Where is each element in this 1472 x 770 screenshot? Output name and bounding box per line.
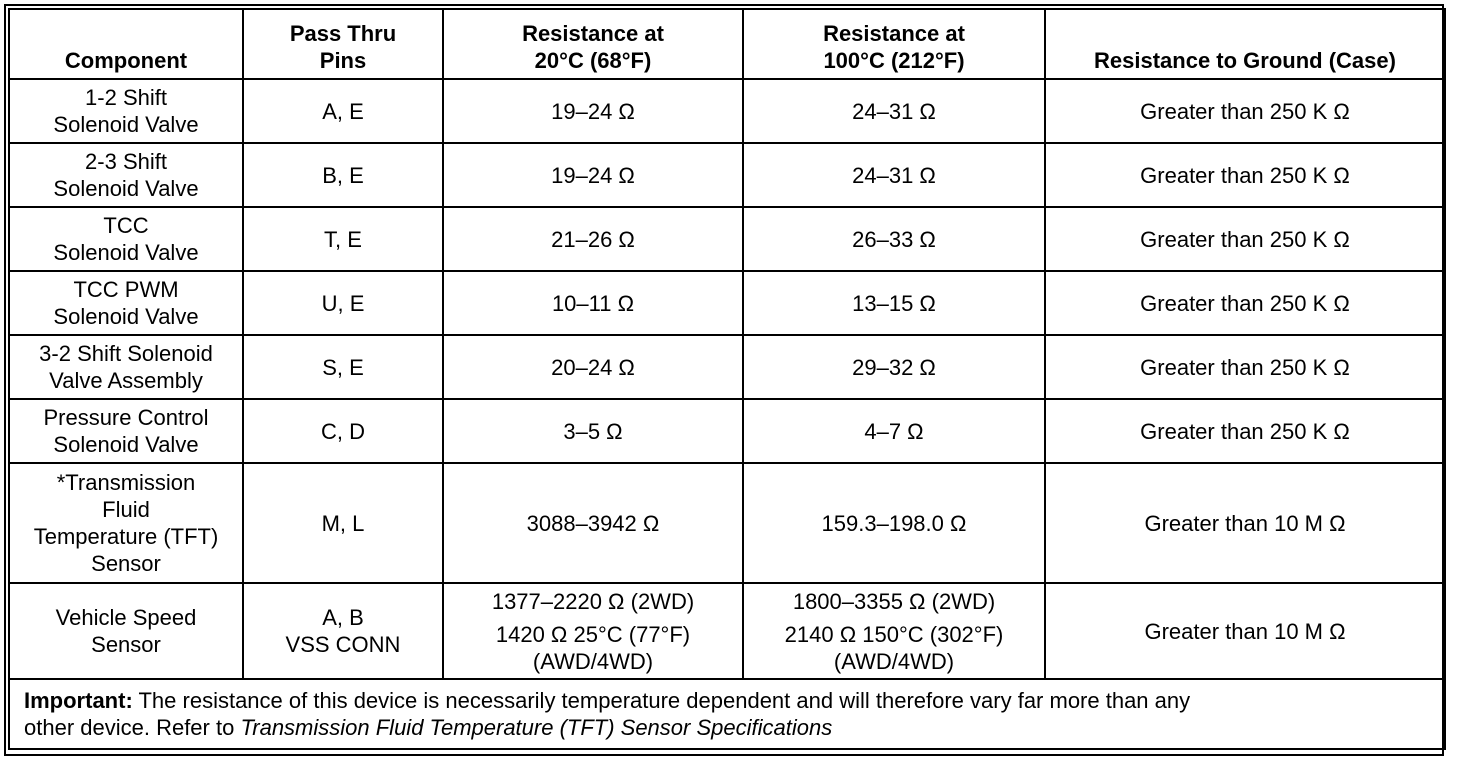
resistance-ground-cell: Greater than 250 K Ω — [1045, 207, 1445, 271]
pins-cell: B, E — [243, 143, 443, 207]
note-lead: Important: — [24, 688, 133, 713]
resistance-100c-cell: 1800–3355 Ω (2WD) 2140 Ω 150°C (302°F) (AWD/4WD) — [743, 583, 1045, 679]
resistance-100c-cell: 159.3–198.0 Ω — [743, 463, 1045, 583]
resistance-ground-cell: Greater than 250 K Ω — [1045, 335, 1445, 399]
resistance-100c-cell: 26–33 Ω — [743, 207, 1045, 271]
resistance-ground-cell: Greater than 10 M Ω — [1045, 463, 1445, 583]
pins-cell: T, E — [243, 207, 443, 271]
pins-cell: U, E — [243, 271, 443, 335]
component-cell: *Transmission Fluid Temperature (TFT) Sensor — [9, 463, 243, 583]
component-cell: 3-2 Shift Solenoid Valve Assembly — [9, 335, 243, 399]
component-cell: Vehicle Speed Sensor — [9, 583, 243, 679]
resistance-ground-cell: Greater than 250 K Ω — [1045, 79, 1445, 143]
table-row — [9, 399, 1445, 463]
component-cell: Pressure Control Solenoid Valve — [9, 399, 243, 463]
pins-cell: M, L — [243, 463, 443, 583]
table-row-vehicle-speed-sensor — [9, 583, 1445, 679]
resistance-100c-cell: 4–7 Ω — [743, 399, 1045, 463]
resistance-20c-cell: 20–24 Ω — [443, 335, 743, 399]
resistance-ground-cell: Greater than 250 K Ω — [1045, 271, 1445, 335]
table-row — [9, 207, 1445, 271]
table-row — [9, 143, 1445, 207]
pins-cell: S, E — [243, 335, 443, 399]
header-component: Component — [9, 9, 243, 79]
note-text-continued: other device. Refer to — [24, 715, 241, 740]
important-note — [9, 679, 1445, 749]
resistance-20c-cell: 19–24 Ω — [443, 143, 743, 207]
header-resistance-ground: Resistance to Ground (Case) — [1045, 9, 1445, 79]
resistance-100c-cell: 24–31 Ω — [743, 79, 1045, 143]
component-cell: 1-2 Shift Solenoid Valve — [9, 79, 243, 143]
solenoid-resistance-table — [8, 8, 1446, 750]
note-row — [9, 679, 1445, 749]
table-row — [9, 271, 1445, 335]
table-row — [9, 79, 1445, 143]
pins-cell: A, B VSS CONN — [243, 583, 443, 679]
resistance-20c-cell: 3–5 Ω — [443, 399, 743, 463]
note-reference: Transmission Fluid Temperature (TFT) Sensor Specifications — [240, 715, 833, 740]
table-row — [9, 335, 1445, 399]
table-row-tft-sensor — [9, 463, 1445, 583]
header-pins: Pass Thru Pins — [243, 9, 443, 79]
header-resistance-100c: Resistance at 100°C (212°F) — [743, 9, 1045, 79]
resistance-100c-cell: 29–32 Ω — [743, 335, 1045, 399]
header-resistance-20c: Resistance at 20°C (68°F) — [443, 9, 743, 79]
header-row — [9, 9, 1445, 79]
note-text: The resistance of this device is necessarily temperature dependent and will therefore vary far more than any — [132, 688, 1191, 713]
resistance-20c-cell: 21–26 Ω — [443, 207, 743, 271]
resistance-ground-cell: Greater than 250 K Ω — [1045, 143, 1445, 207]
resistance-100c-cell: 24–31 Ω — [743, 143, 1045, 207]
component-cell: 2-3 Shift Solenoid Valve — [9, 143, 243, 207]
resistance-20c-cell: 1377–2220 Ω (2WD) 1420 Ω 25°C (77°F) (AWD/4WD) — [443, 583, 743, 679]
resistance-20c-cell: 10–11 Ω — [443, 271, 743, 335]
resistance-20c-cell: 19–24 Ω — [443, 79, 743, 143]
resistance-100c-cell: 13–15 Ω — [743, 271, 1045, 335]
component-cell: TCC PWM Solenoid Valve — [9, 271, 243, 335]
resistance-ground-cell: Greater than 250 K Ω — [1045, 399, 1445, 463]
resistance-20c-cell: 3088–3942 Ω — [443, 463, 743, 583]
resistance-ground-cell: Greater than 10 M Ω — [1045, 583, 1445, 679]
pins-cell: C, D — [243, 399, 443, 463]
pins-cell: A, E — [243, 79, 443, 143]
component-cell: TCC Solenoid Valve — [9, 207, 243, 271]
